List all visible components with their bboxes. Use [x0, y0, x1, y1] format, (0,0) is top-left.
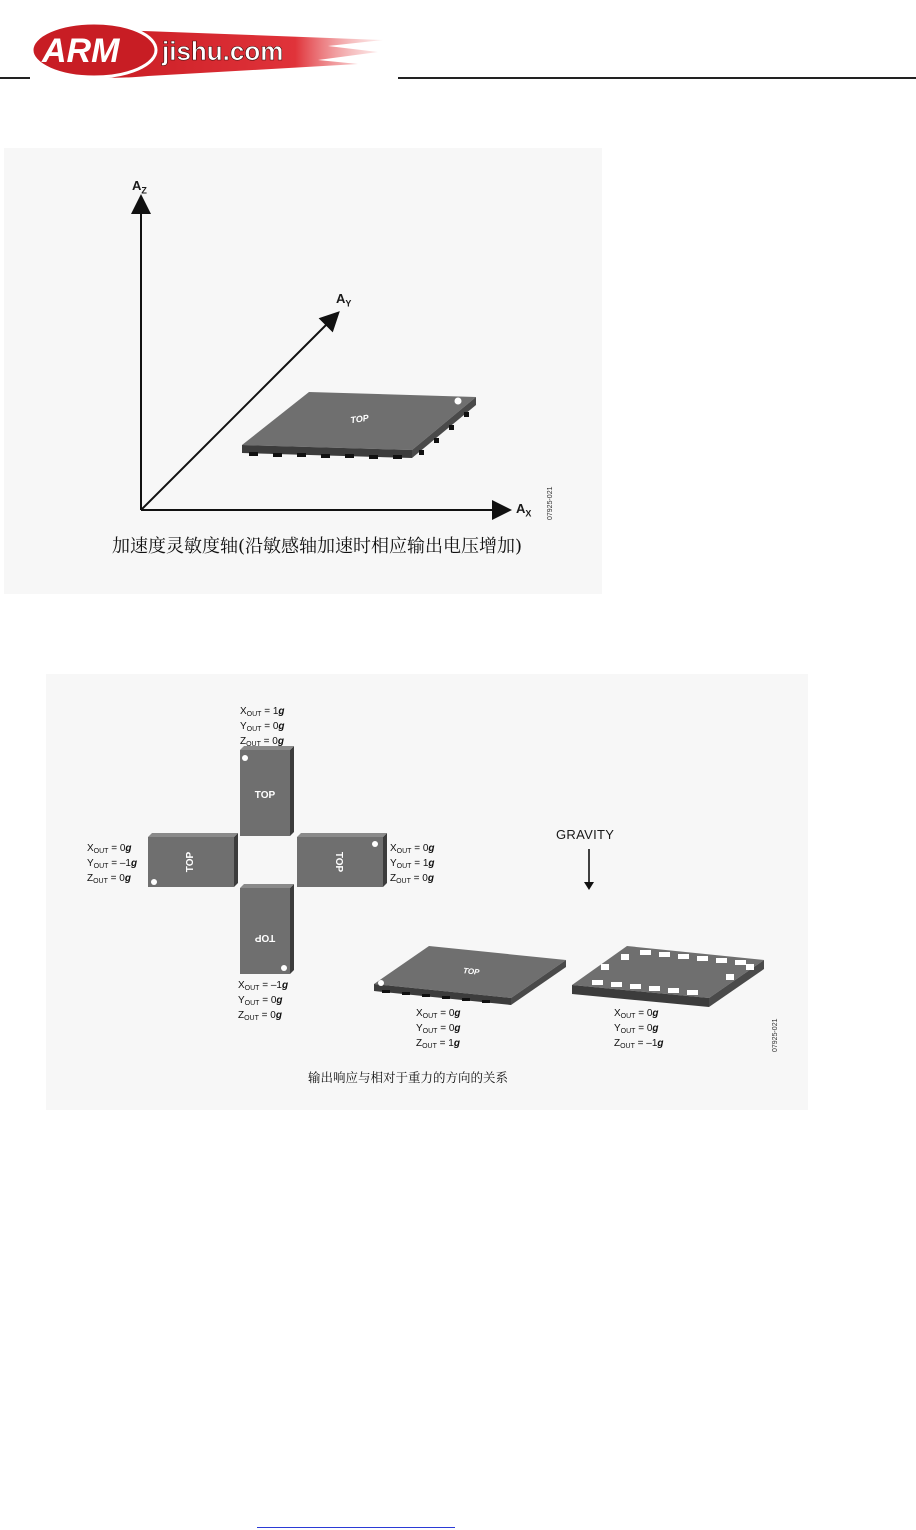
figure-code: 07925-021 — [772, 1018, 779, 1052]
readout-left-orientation: $X_{OUT} = 0g$ $Y_{OUT} = -1g$ $Z_{OUT} = 0g$ — [87, 843, 138, 885]
site-logo[interactable] — [28, 20, 388, 82]
logo-brand-text: ARM — [42, 32, 120, 70]
chip-flat-face-down — [572, 946, 764, 1007]
footer-link-underline[interactable] — [257, 1527, 455, 1528]
y-axis-label: $A_Y$ — [336, 291, 352, 309]
figure1-caption: 加速度灵敏度轴(沿敏感轴加速时相应输出电压增加) — [112, 536, 523, 557]
logo-graphic — [28, 20, 388, 82]
chip-top-label: TOP — [254, 932, 276, 943]
header-rule — [0, 77, 30, 79]
chip-top-label: TOP — [349, 412, 370, 426]
x-axis-label: $A_X$ — [516, 501, 532, 519]
chip-orientation-bottom — [240, 884, 294, 974]
axes-diagram — [4, 148, 602, 594]
readout-bottom-orientation: $X_{OUT} = -1g$ $Y_{OUT} = 0g$ $Z_{OUT} = 0g$ — [238, 980, 289, 1022]
logo-domain-text: jishu.com — [162, 36, 284, 66]
readout-right-orientation: $X_{OUT} = 0g$ $Y_{OUT} = 1g$ $Z_{OUT} = 0g$ — [390, 843, 435, 885]
chip-orientation-left — [148, 833, 238, 887]
z-axis-label: $A_Z$ — [132, 178, 147, 196]
sensitivity-axes-figure — [4, 148, 602, 594]
chip-top-label: TOP — [462, 966, 480, 977]
readout-flat-face-up: $X_{OUT} = 0g$ $Y_{OUT} = 0g$ $Z_{OUT} = 1g$ — [416, 1008, 461, 1050]
header-rule — [398, 77, 916, 79]
figure2-caption: 输出响应与相对于重力的方向的关系 — [308, 1070, 509, 1085]
chip-orientation-top — [240, 746, 294, 836]
chip-flat-face-up — [374, 946, 566, 1005]
gravity-arrowhead — [584, 882, 594, 890]
readout-top-orientation: $X_{OUT} = 1g$ $Y_{OUT} = 0g$ $Z_{OUT} = 0g$ — [240, 706, 285, 748]
orientation-response-figure — [46, 674, 808, 1110]
chip-top-label: TOP — [254, 790, 276, 801]
chip-package — [242, 392, 476, 459]
chip-orientation-right — [297, 833, 387, 887]
chip-top-label: TOP — [185, 851, 196, 873]
chip-top-label: TOP — [333, 851, 344, 873]
gravity-label: GRAVITY — [556, 827, 615, 842]
readout-flat-face-down: $X_{OUT} = 0g$ $Y_{OUT} = 0g$ $Z_{OUT} = -1g$ — [614, 1008, 664, 1050]
figure-code: 07925-021 — [547, 486, 554, 520]
